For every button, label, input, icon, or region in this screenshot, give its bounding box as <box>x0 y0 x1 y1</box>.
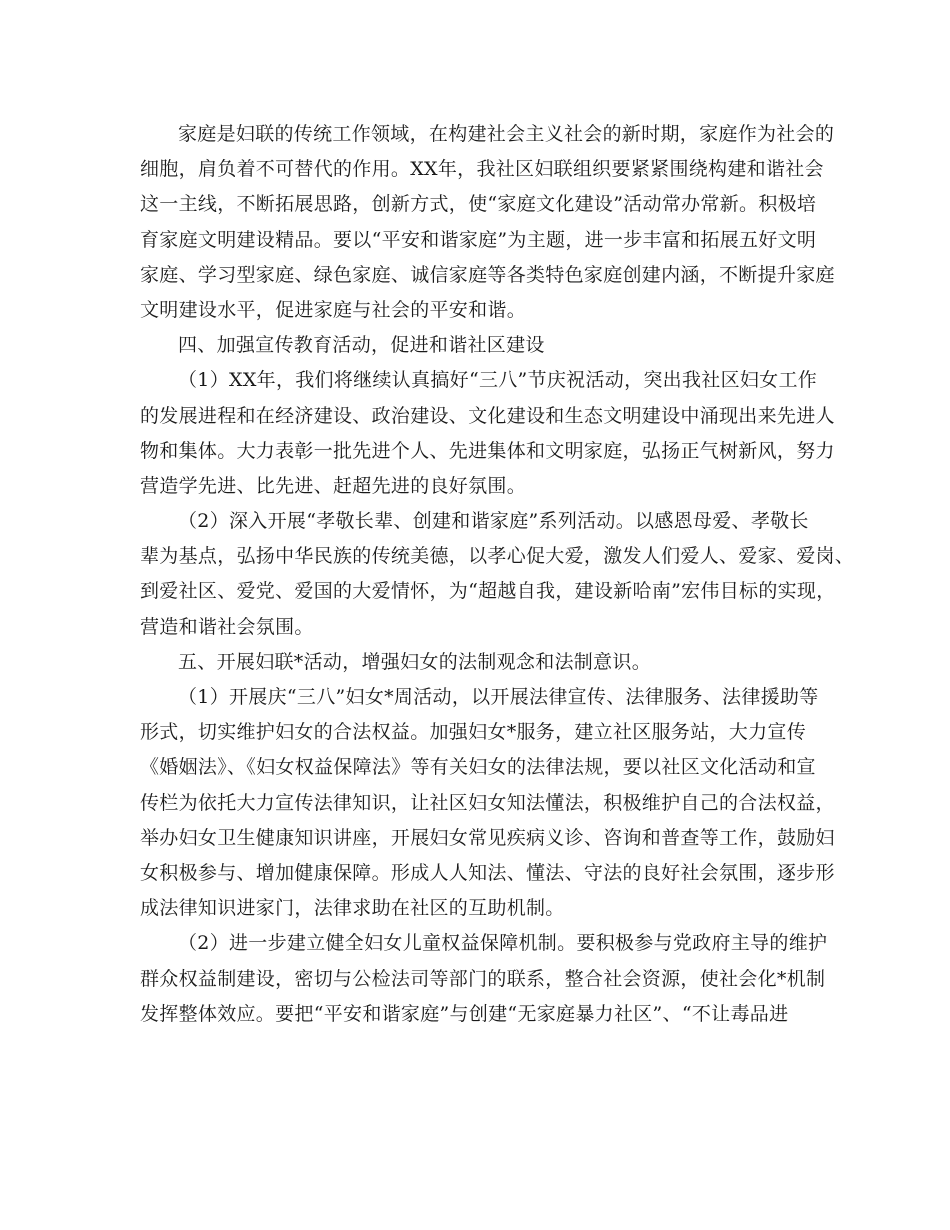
document-body <box>140 117 855 1032</box>
text-line: 《婚姻法》、《妇女权益保障法》等有关妇女的法律法规，要以社区文化活动和宣 <box>140 756 816 779</box>
text-line: （2）进一步建立健全妇女儿童权益保障机制。要积极参与党政府主导的维护 <box>178 932 828 955</box>
text-line: 育家庭文明建设精品。要以“平安和谐家庭”为主题，进一步丰富和拓展五好文明 <box>140 228 817 251</box>
text-line: 物和集体。大力表彰一批先进个人、先进集体和文明家庭，弘扬正气树新风，努力 <box>140 439 835 462</box>
text-line: 群众权益制建设，密切与公检法司等部门的联系，整合社会资源，使社会化*机制 <box>140 967 826 990</box>
text-line: （1）XX年，我们将继续认真搞好“三八”节庆祝活动，突出我社区妇女工作 <box>178 369 818 392</box>
text-line: 的发展进程和在经济建设、政治建设、文化建设和生态文明建设中涌现出来先进人 <box>140 404 835 427</box>
text-line: 举办妇女卫生健康知识讲座，开展妇女常见疾病义诊、咨询和普查等工作，鼓励妇 <box>140 826 835 849</box>
text-line: 细胞，肩负着不可替代的作用。XX年，我社区妇联组织要紧紧围绕构建和谐社会 <box>140 158 824 181</box>
text-line: 营造学先进、比先进、赶超先进的良好氛围。 <box>140 474 527 497</box>
text-line: 成法律知识进家门，法律求助在社区的互助机制。 <box>140 897 565 920</box>
text-line: 形式，切实维护妇女的合法权益。加强妇女*服务，建立社区服务站，大力宣传 <box>140 721 807 744</box>
text-line: 家庭是妇联的传统工作领域，在构建社会主义社会的新时期，家庭作为社会的 <box>178 123 835 145</box>
text-line: 发挥整体效应。要把“平安和谐家庭”与创建“无家庭暴力社区”、“不让毒品进 <box>140 1002 789 1025</box>
text-line: 五、开展妇联*活动，增强妇女的法制观念和法制意识。 <box>178 650 652 673</box>
text-line: 营造和谐社会氛围。 <box>140 615 314 638</box>
text-line: 家庭、学习型家庭、绿色家庭、诚信家庭等各类特色家庭创建内涵，不断提升家庭 <box>140 263 835 286</box>
text-line: 传栏为依托大力宣传法律知识，让社区妇女知法懂法，积极维护自己的合法权益， <box>140 791 835 814</box>
text-line: 女积极参与、增加健康保障。形成人人知法、懂法、守法的良好社会氛围，逐步形 <box>140 861 835 884</box>
text-line: 这一主线，不断拓展思路，创新方式，使“家庭文化建设”活动常办常新。积极培 <box>140 193 817 216</box>
text-line: （2）深入开展“孝敬长辈、创建和谐家庭”系列活动。以感恩母爱、孝敬长 <box>178 510 809 533</box>
text-line: （1）开展庆“三八”妇女*周活动，以开展法律宣传、法律服务、法律援助等 <box>178 686 819 708</box>
text-line: 到爱社区、爱党、爱国的大爱情怀，为“超越自我，建设新哈南”宏伟目标的实现， <box>140 580 836 603</box>
text-line: 四、加强宣传教育活动，促进和谐社区建设 <box>178 334 545 357</box>
text-line: 文明建设水平，促进家庭与社会的平安和谐。 <box>140 298 527 321</box>
text-line: 辈为基点，弘扬中华民族的传统美德，以孝心促大爱，激发人们爱人、爱家、爱岗、 <box>140 545 855 568</box>
